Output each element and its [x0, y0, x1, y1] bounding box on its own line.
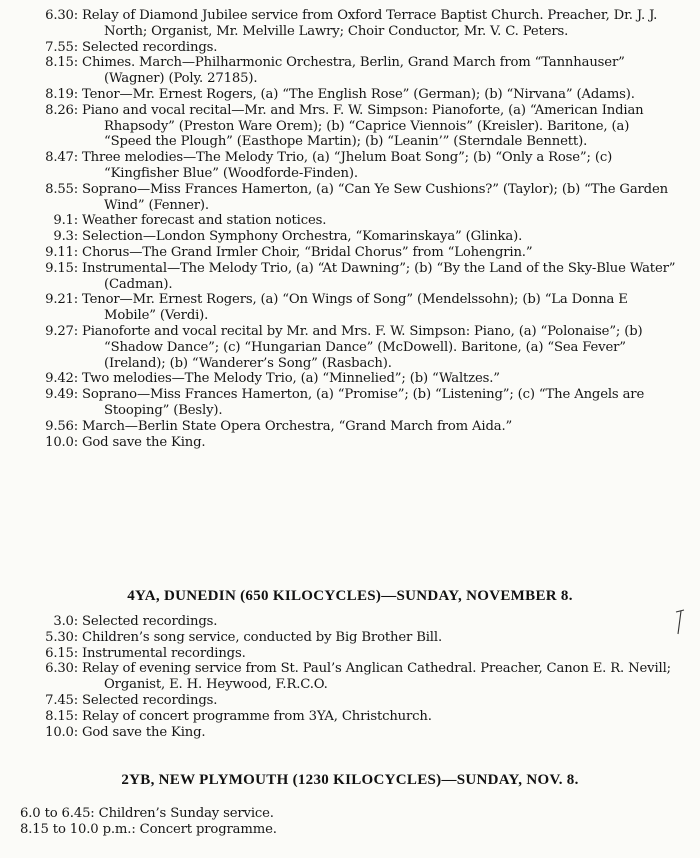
- schedule-2yb-new-plymouth: [20, 806, 680, 838]
- entry-time: 9.27 :: [20, 324, 78, 340]
- program-entry: [20, 8, 680, 40]
- entry-text: Piano and vocal recital—Mr. and Mrs. F. W. Simpson: Pianoforte, (a) “American Indian Rhapsody” (Preston Ware Orem); (b) “Caprice Viennois” (Kreisler). Baritone, (a) “Speed the Plough” (Easthope Martin); (b) “Leanin’” (Sterndale Bennett).: [82, 102, 644, 150]
- entry-text: Selected recordings.: [82, 39, 218, 55]
- entry-time: 6.15 :: [20, 646, 78, 662]
- entry-time: 9.3 :: [20, 229, 78, 245]
- program-entry: [20, 371, 680, 387]
- program-entry: [20, 103, 680, 150]
- entry-time: 6.30 :: [20, 661, 78, 677]
- entry-time: 7.55 :: [20, 40, 78, 56]
- entry-text: Weather forecast and station notices.: [82, 213, 327, 229]
- entry-time: 10.0 :: [20, 435, 78, 451]
- entry-text: Chimes. March—Philharmonic Orchestra, Berlin, Grand March from “Tannhauser” (Wagner) (Poly. 27185).: [82, 55, 625, 87]
- program-entry: [20, 40, 680, 56]
- entry-text: Relay of concert programme from 3YA, Christchurch.: [82, 708, 432, 724]
- program-entry: [20, 725, 680, 741]
- entry-text: God save the King.: [82, 434, 206, 450]
- program-entry: [20, 646, 680, 662]
- program-entry: [20, 245, 680, 261]
- entry-time: 9.1 :: [20, 213, 78, 229]
- entry-time: 8.47 :: [20, 150, 78, 166]
- program-entry: 6.0 to 6.45: Children’s Sunday service.: [20, 806, 274, 821]
- entry-text: Soprano—Miss Frances Hamerton, (a) “Promise”; (b) “Listening”; (c) “The Angels are Stooping” (Besly).: [82, 387, 645, 418]
- program-entry: [20, 87, 680, 103]
- entry-text: Relay of Diamond Jubilee service from Oxford Terrace Baptist Church. Preacher, Dr. J. J. North; Organist, Mr. Melville Lawry; Choir Conductor, Mr. V. C. Peters.: [82, 8, 658, 39]
- entry-time: 3.0 :: [20, 614, 78, 630]
- entry-time: 9.21 :: [20, 292, 78, 308]
- program-entry: [20, 387, 680, 419]
- entry-text: Tenor—Mr. Ernest Rogers, (a) “The English Rose” (German); (b) “Nirvana” (Adams).: [82, 86, 635, 102]
- entry-text: Relay of evening service from St. Paul’s Anglican Cathedral. Preacher, Canon E. R. Nevill; Organist, E. H. Heywood, F.R.C.O.: [82, 661, 671, 693]
- entry-time: 8.15 :: [20, 55, 78, 71]
- entry-text: God save the King.: [82, 724, 206, 740]
- program-entry: [20, 709, 680, 725]
- schedule-4ya-dunedin: [20, 614, 680, 740]
- entry-text: Three melodies—The Melody Trio, (a) “Jhelum Boat Song”; (b) “Only a Rose”; (c) “Kingfisher Blue” (Woodforde-Finden).: [82, 150, 613, 181]
- entry-time: 9.11 :: [20, 245, 78, 261]
- entry-time: 8.26 :: [20, 103, 78, 119]
- entry-time: 7.45 :: [20, 693, 78, 709]
- entry-text: March—Berlin State Opera Orchestra, “Grand March from Aida.”: [82, 418, 513, 434]
- program-entry: [20, 419, 680, 435]
- program-entry: [20, 435, 680, 451]
- entry-time: 10.0 :: [20, 725, 78, 741]
- entry-text: Selection—London Symphony Orchestra, “Komarinskaya” (Glinka).: [82, 229, 523, 245]
- program-entry: [20, 150, 680, 182]
- entry-text: Selected recordings.: [82, 614, 218, 629]
- entry-text: Children’s song service, conducted by Big Brother Bill.: [82, 629, 442, 645]
- entry-text: Pianoforte and vocal recital by Mr. and Mrs. F. W. Simpson: Piano, (a) “Polonaise”; (b) “Shadow Dance”; (c) “Hungarian Dance” (McDowell). Baritone, (a) “Sea Fever” (Ireland); (b) “Wanderer’s Song” (Rasbach).: [82, 323, 643, 371]
- entry-time: 9.15 :: [20, 261, 78, 277]
- entry-text: Two melodies—The Melody Trio, (a) “Minnelied”; (b) “Waltzes.”: [82, 371, 500, 387]
- entry-time: 8.19 :: [20, 87, 78, 103]
- program-entry: [20, 213, 680, 229]
- entry-time: 8.15 :: [20, 709, 78, 725]
- entry-time: 8.55 :: [20, 182, 78, 198]
- program-entry: [20, 324, 680, 371]
- schedule-3ya-continued: [20, 8, 680, 450]
- program-entry: [20, 693, 680, 709]
- station-header-4ya-dunedin: 4YA, DUNEDIN (650 KILOCYCLES)—SUNDAY, NOVEMBER 8.: [127, 588, 573, 604]
- program-entry: [20, 261, 680, 293]
- program-entry: [20, 630, 680, 646]
- entry-time: 9.42 :: [20, 371, 78, 387]
- entry-text: Instrumental—The Melody Trio, (a) “At Dawning”; (b) “By the Land of the Sky-Blue Water” (Cadman).: [82, 260, 676, 292]
- station-header-2yb-new-plymouth: 2YB, NEW PLYMOUTH (1230 KILOCYCLES)—SUNDAY, NOV. 8.: [121, 772, 579, 788]
- entry-time: 6.30 :: [20, 8, 78, 24]
- program-entry: [20, 292, 680, 324]
- pencil-mark-decoration: [673, 607, 687, 637]
- entry-text: Instrumental recordings.: [82, 645, 246, 661]
- program-entry: 8.15 to 10.0 p.m.: Concert programme.: [20, 821, 277, 837]
- program-entry: [20, 614, 680, 630]
- program-entry: [20, 661, 680, 693]
- entry-text: Chorus—The Grand Irmler Choir, “Bridal Chorus” from “Lohengrin.”: [82, 244, 533, 260]
- program-entry: [20, 182, 680, 214]
- entry-time: 9.49 :: [20, 387, 78, 403]
- program-entry: [20, 229, 680, 245]
- entry-text: Tenor—Mr. Ernest Rogers, (a) “On Wings of Song” (Mendelssohn); (b) “La Donna E Mobile” (Verdi).: [82, 292, 628, 324]
- entry-text: Soprano—Miss Frances Hamerton, (a) “Can Ye Sew Cushions?” (Taylor); (b) “The Garden Wind” (Fenner).: [82, 181, 668, 213]
- program-entry: [20, 55, 680, 87]
- entry-time: 5.30 :: [20, 630, 78, 646]
- entry-time: 9.56 :: [20, 419, 78, 435]
- entry-text: Selected recordings.: [82, 692, 218, 708]
